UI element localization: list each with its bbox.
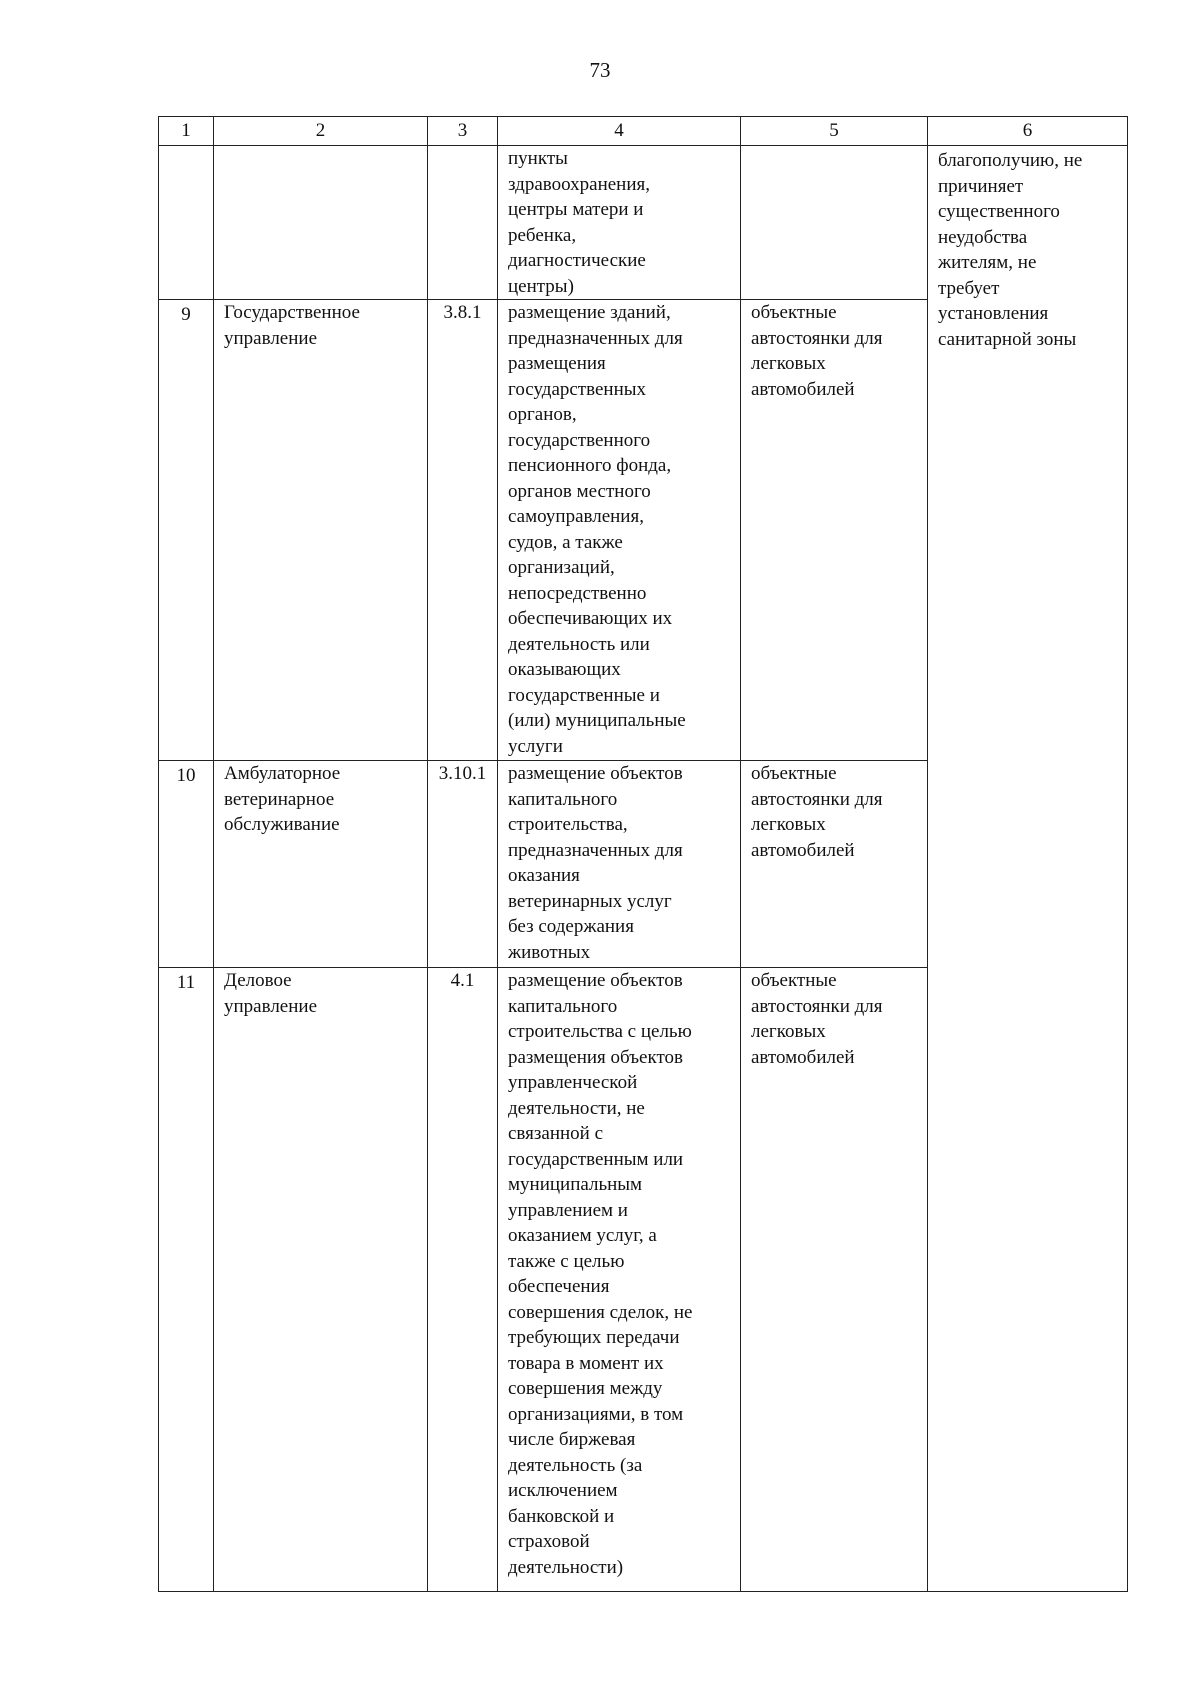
desc-line: обеспечивающих их	[508, 608, 673, 629]
desc-line: числе биржевая	[508, 1429, 636, 1450]
note-line: существенного	[938, 201, 1060, 222]
cont-col-2	[214, 146, 428, 300]
aux-line: автостоянки для	[751, 788, 883, 810]
auxiliary-use	[741, 761, 928, 968]
use-description	[498, 761, 741, 968]
use-type-code: 3.10.1	[428, 761, 498, 968]
name-line: Государственное	[224, 302, 360, 323]
aux-line: легковых	[751, 1021, 826, 1042]
permitted-use-table	[158, 116, 1128, 1592]
cont-desc-line: центры)	[508, 275, 574, 297]
desc-line: строительства,	[508, 814, 628, 835]
desc-line: самоуправления,	[508, 506, 644, 527]
aux-line: легковых	[751, 814, 826, 835]
desc-line: оказывающих	[508, 659, 621, 680]
desc-line: организаций,	[508, 557, 615, 578]
note-line: причиняет	[938, 175, 1024, 197]
desc-line: органов местного	[508, 480, 651, 502]
desc-line: государственным или	[508, 1148, 684, 1170]
desc-line: банковской и	[508, 1505, 615, 1527]
desc-line: непосредственно	[508, 582, 647, 604]
desc-line: предназначенных для	[508, 327, 683, 349]
desc-line: органов,	[508, 404, 577, 425]
header-col-2: 2	[214, 117, 428, 146]
aux-line: автостоянки для	[751, 327, 883, 349]
note-line: жителям, не	[938, 252, 1037, 273]
aux-line: объектные	[751, 302, 837, 323]
desc-line: пенсионного фонда,	[508, 455, 672, 476]
desc-line: оказанием услуг, а	[508, 1225, 657, 1246]
aux-line: автомобилей	[751, 839, 855, 861]
use-description	[498, 300, 741, 761]
desc-line: судов, а также	[508, 531, 623, 553]
desc-line: связанной с	[508, 1123, 604, 1144]
desc-line: размещение объектов	[508, 970, 683, 991]
name-line: управление	[224, 327, 318, 349]
aux-line: автомобилей	[751, 378, 855, 400]
desc-line: страховой	[508, 1531, 590, 1552]
aux-line: автостоянки для	[751, 995, 883, 1017]
header-col-4: 4	[498, 117, 741, 146]
auxiliary-use	[741, 968, 928, 1592]
cont-desc-line: пункты	[508, 148, 568, 169]
row-number: 9	[159, 300, 214, 761]
desc-line: организациями, в том	[508, 1403, 684, 1425]
desc-line: деятельность или	[508, 633, 650, 655]
aux-line: автомобилей	[751, 1046, 855, 1068]
desc-line: государственные и	[508, 684, 660, 706]
desc-line: муниципальным	[508, 1174, 643, 1195]
auxiliary-use	[741, 300, 928, 761]
cont-desc-line: здравоохранения,	[508, 173, 650, 195]
desc-line: деятельности, не	[508, 1097, 645, 1119]
desc-line: размещение зданий,	[508, 302, 671, 323]
desc-line: строительства с целью	[508, 1021, 692, 1042]
name-line: Деловое	[224, 970, 292, 991]
desc-line: без содержания	[508, 916, 634, 937]
cont-desc-line: диагностические	[508, 250, 646, 271]
desc-line: обеспечения	[508, 1276, 610, 1297]
desc-line: размещение объектов	[508, 763, 683, 784]
note-line: требует	[938, 277, 1000, 299]
desc-line: (или) муниципальные	[508, 710, 686, 731]
aux-line: объектные	[751, 970, 837, 991]
row-number: 10	[159, 761, 214, 968]
name-line: Амбулаторное	[224, 763, 341, 784]
desc-line: капитального	[508, 788, 618, 810]
desc-line: управленческой	[508, 1072, 638, 1093]
cont-col-4	[498, 146, 741, 300]
note-line: неудобства	[938, 226, 1028, 248]
aux-line: легковых	[751, 353, 826, 374]
header-col-3: 3	[428, 117, 498, 146]
use-type-name	[214, 300, 428, 761]
desc-line: требующих передачи	[508, 1327, 680, 1348]
desc-line: предназначенных для	[508, 839, 683, 861]
name-line: обслуживание	[224, 814, 340, 835]
desc-line: размещения объектов	[508, 1046, 683, 1068]
desc-line: также с целью	[508, 1250, 625, 1272]
use-type-code: 3.8.1	[428, 300, 498, 761]
note-line: установления	[938, 303, 1049, 324]
desc-line: оказания	[508, 865, 580, 886]
zone-impact-note	[928, 146, 1128, 1592]
use-type-name	[214, 968, 428, 1592]
desc-line: деятельности)	[508, 1556, 624, 1578]
use-type-name	[214, 761, 428, 968]
desc-line: размещения	[508, 353, 606, 374]
desc-line: товара в момент их	[508, 1352, 664, 1374]
desc-line: управлением и	[508, 1199, 628, 1221]
header-col-6: 6	[928, 117, 1128, 146]
desc-line: капитального	[508, 995, 618, 1017]
cont-desc-line: ребенка,	[508, 224, 577, 246]
desc-line: ветеринарных услуг	[508, 890, 672, 912]
row-number: 11	[159, 968, 214, 1592]
header-col-1: 1	[159, 117, 214, 146]
continuation-row	[159, 146, 1128, 300]
desc-line: животных	[508, 941, 591, 963]
desc-line: деятельность (за	[508, 1454, 643, 1476]
desc-line: совершения между	[508, 1378, 663, 1399]
desc-line: государственных	[508, 378, 647, 400]
desc-line: исключением	[508, 1480, 618, 1501]
use-description	[498, 968, 741, 1592]
desc-line: государственного	[508, 429, 651, 451]
page-number: 73	[589, 58, 611, 82]
aux-line: объектные	[751, 763, 837, 784]
desc-line: услуги	[508, 735, 563, 757]
use-type-code: 4.1	[428, 968, 498, 1592]
cont-col-1	[159, 146, 214, 300]
name-line: ветеринарное	[224, 788, 335, 810]
note-line: санитарной зоны	[938, 328, 1077, 350]
desc-line: совершения сделок, не	[508, 1301, 693, 1323]
name-line: управление	[224, 995, 318, 1017]
note-line: благополучию, не	[938, 150, 1083, 171]
header-row	[159, 117, 1128, 146]
cont-col-3	[428, 146, 498, 300]
cont-desc-line: центры матери и	[508, 199, 644, 220]
cont-col-5	[741, 146, 928, 300]
header-col-5: 5	[741, 117, 928, 146]
